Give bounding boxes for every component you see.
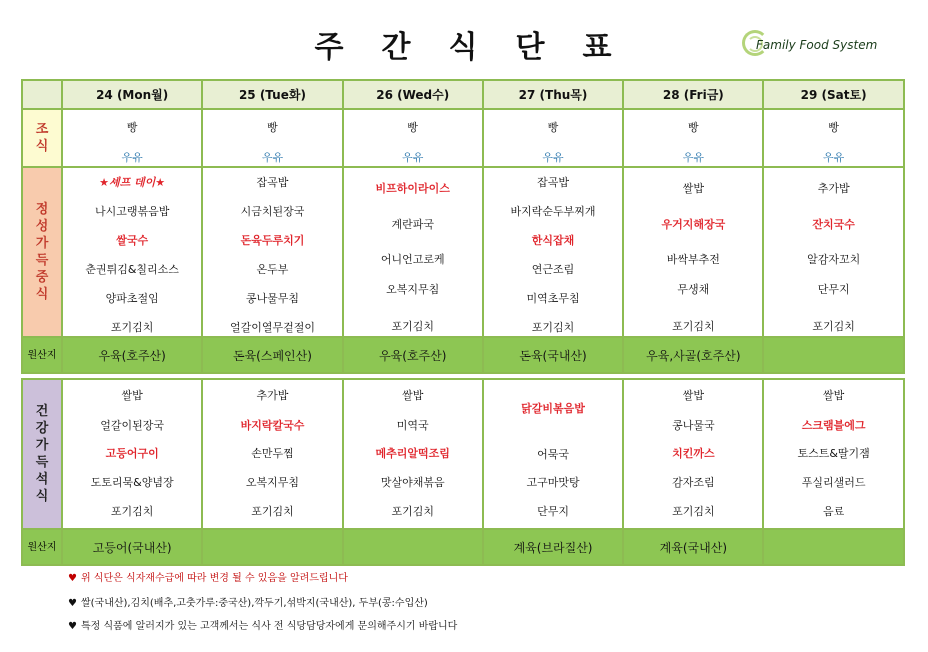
breakfast-cell: 빵 우유 <box>343 109 483 167</box>
menu-item: 쌀밥 <box>682 182 704 195</box>
dinner-cell <box>623 379 763 529</box>
dinner-cell <box>343 379 483 529</box>
menu-item: 음료 <box>823 505 845 518</box>
title-char: 단 <box>515 30 547 65</box>
lunch-label: 정성가득 중식 <box>22 167 62 337</box>
lunch-origin-row <box>22 337 904 373</box>
note-line: ♥ 특정 식품에 알러지가 있는 고객께서는 식사 전 식당담당자에게 문의해주시기 바랍니다 <box>68 621 458 632</box>
breakfast-row <box>22 109 904 167</box>
menu-item: 포기김치 <box>672 505 715 518</box>
day-header-row <box>22 80 904 109</box>
menu-item: 연근조림 <box>531 263 575 276</box>
day-header: 27 (Thu목) <box>483 80 623 109</box>
header-corner <box>22 80 62 109</box>
heart-icon: ♥ <box>68 573 77 584</box>
menu-item: 온두부 <box>256 263 289 276</box>
menu-item: 오복지무침 <box>245 476 300 489</box>
lunch-cell <box>623 167 763 337</box>
origin-cell <box>343 529 483 565</box>
origin-cell: 우육,사골(호주산) <box>623 337 763 373</box>
origin-cell <box>763 529 903 565</box>
menu-item: 미역국 <box>396 419 429 432</box>
dinner-origin-row <box>22 529 904 565</box>
menu-item: 우거지해장국 <box>661 218 726 231</box>
menu-item: 얼갈이열무겉절이 <box>229 321 315 334</box>
menu-item: 잡곡밥 <box>256 176 289 189</box>
lunch-cell <box>202 167 342 337</box>
menu-item: 푸실리샐러드 <box>801 476 866 489</box>
origin-cell: 우육(호주산) <box>343 337 483 373</box>
origin-cell: 고등어(국내산) <box>62 529 202 565</box>
lunch-cell <box>763 167 903 337</box>
menu-item: 추가밥 <box>817 182 850 195</box>
menu-item: 메추리알떡조림 <box>375 447 450 460</box>
menu-item: 미역초무침 <box>526 292 580 305</box>
breakfast-cell: 빵 우유 <box>623 109 763 167</box>
menu-item: 시금치된장국 <box>240 205 305 218</box>
menu-item: 비프하이라이스 <box>375 182 450 195</box>
menu-item: 고등어구이 <box>105 447 159 460</box>
menu-item: 포기김치 <box>391 505 434 518</box>
menu-item: 한식잡채 <box>531 234 575 247</box>
menu-item: 단무지 <box>537 505 569 518</box>
heart-icon: ♥ <box>68 621 77 632</box>
menu-item: 잔치국수 <box>812 218 855 231</box>
menu-item: 어니언고로케 <box>380 253 445 266</box>
menu-item: 잡곡밥 <box>537 176 569 189</box>
menu-item: 도토리묵&양념장 <box>90 476 174 489</box>
dinner-cell <box>483 379 623 529</box>
breakfast-cell: 빵 우유 <box>763 109 903 167</box>
day-header: 29 (Sat토) <box>763 80 903 109</box>
menu-item: 바싹부추전 <box>666 253 720 266</box>
day-header: 25 (Tue화) <box>202 80 342 109</box>
menu-item: 콩나물국 <box>672 419 715 432</box>
note-line: ♥ 쌀(국내산),김치(배추,고춧가루:중국산),깍두기,섞박지(국내산), 두부(콩:수입산) <box>68 598 428 609</box>
menu-item: 알감자꼬치 <box>807 253 861 266</box>
lunch-cell <box>483 167 623 337</box>
menu-item: 맛살야채볶음 <box>380 476 445 489</box>
family-food-logo <box>742 30 878 64</box>
origin-cell: 돈육(국내산) <box>483 337 623 373</box>
menu-item: 추가밥 <box>256 389 289 402</box>
origin-label: 원산지 <box>22 337 62 373</box>
day-header: 26 (Wed수) <box>343 80 483 109</box>
origin-cell: 우육(호주산) <box>62 337 202 373</box>
menu-item: 콩나물무침 <box>245 292 300 305</box>
breakfast-label: 조식 <box>22 109 62 167</box>
note-line: ♥ 위 식단은 식자재수급에 따라 변경 될 수 있음을 알려드립니다 <box>68 573 348 584</box>
menu-item: 감자조림 <box>672 476 715 489</box>
menu-item: 춘권튀김&칠리소스 <box>85 263 179 276</box>
logo-text: Family Food System <box>756 38 878 52</box>
weekly-menu-table <box>21 79 905 566</box>
origin-cell: 계육(국내산) <box>623 529 763 565</box>
menu-item: 스크램블에그 <box>801 419 866 432</box>
menu-item: 쌀국수 <box>116 234 149 247</box>
dinner-row <box>22 379 904 529</box>
chef-day-badge: ★셰프 데이★ <box>99 176 166 189</box>
day-header: 24 (Mon월) <box>62 80 202 109</box>
dinner-cell <box>62 379 202 529</box>
heart-icon: ♥ <box>68 598 77 609</box>
origin-cell <box>202 529 342 565</box>
menu-item: 돈육두루치기 <box>240 234 305 247</box>
menu-item: 포기김치 <box>110 321 154 334</box>
menu-item: 포기김치 <box>812 320 855 333</box>
lunch-cell <box>343 167 483 337</box>
breakfast-cell: 빵 우유 <box>483 109 623 167</box>
dinner-label: 건강가득 석식 <box>22 379 62 529</box>
dinner-cell <box>763 379 903 529</box>
menu-item: 무생채 <box>677 283 710 296</box>
menu-item: 쌀밥 <box>682 389 704 402</box>
menu-item: 손만두찜 <box>251 447 294 460</box>
menu-item: 포기김치 <box>531 321 575 334</box>
dinner-cell <box>202 379 342 529</box>
menu-item: 단무지 <box>817 283 850 296</box>
title-char: 표 <box>582 30 614 65</box>
origin-label: 원산지 <box>22 529 62 565</box>
title-char: 간 <box>381 30 413 65</box>
title-char: 식 <box>448 30 480 65</box>
menu-item: 쌀밥 <box>823 389 845 402</box>
menu-item: 고구마맛탕 <box>526 476 580 489</box>
menu-item: 얼갈이된장국 <box>100 419 165 432</box>
menu-item: 포기김치 <box>672 320 715 333</box>
menu-item: 쌀밥 <box>121 389 143 402</box>
menu-item: 포기김치 <box>391 320 434 333</box>
menu-item: 닭갈비볶음밥 <box>521 402 585 415</box>
origin-cell <box>763 337 903 373</box>
menu-item: 치킨까스 <box>672 447 715 460</box>
menu-item: 계란파국 <box>391 218 434 231</box>
day-header: 28 (Fri금) <box>623 80 763 109</box>
menu-item: 토스트&딸기잼 <box>797 447 870 460</box>
menu-item: 포기김치 <box>251 505 294 518</box>
menu-item: 쌀밥 <box>402 389 424 402</box>
title-char: 주 <box>314 30 346 65</box>
menu-item: 바지락순두부찌개 <box>510 205 596 218</box>
menu-item: 포기김치 <box>110 505 154 518</box>
menu-item: 나시고랭볶음밥 <box>94 205 170 218</box>
lunch-cell <box>62 167 202 337</box>
menu-item: 바지락칼국수 <box>240 419 305 432</box>
menu-item: 양파초절임 <box>105 292 159 305</box>
breakfast-cell: 빵 우유 <box>202 109 342 167</box>
origin-cell: 돈육(스페인산) <box>202 337 342 373</box>
lunch-row <box>22 167 904 337</box>
breakfast-cell: 빵 우유 <box>62 109 202 167</box>
origin-cell: 계육(브라질산) <box>483 529 623 565</box>
menu-item: 어묵국 <box>537 448 569 461</box>
menu-item: 오복지무침 <box>386 283 440 296</box>
